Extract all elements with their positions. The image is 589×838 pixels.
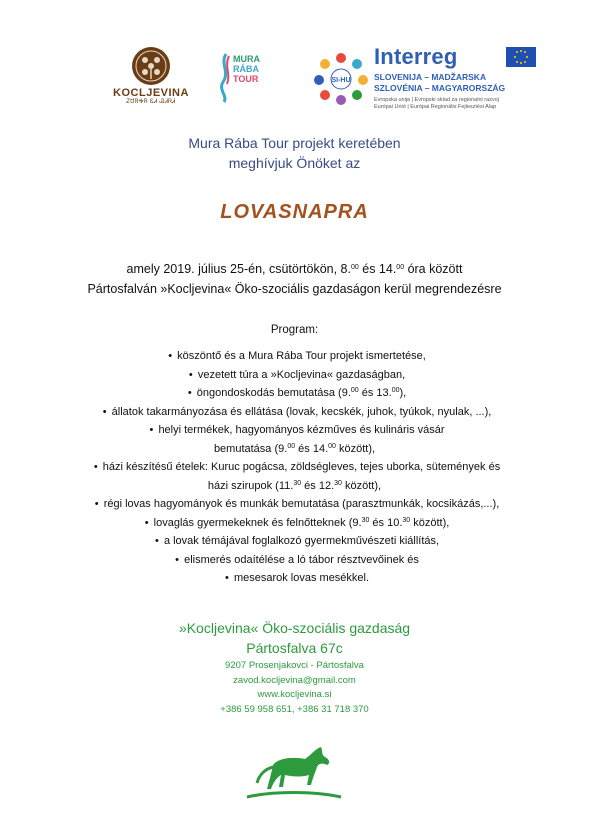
footer-org: »Kocljevina« Öko-szociális gazdaság xyxy=(178,620,411,636)
interreg-region-line2: SZLOVÉNIA – MAGYARORSZÁG xyxy=(374,83,506,93)
datetime-part: óra között xyxy=(404,262,463,276)
interreg-logo-icon xyxy=(313,50,369,106)
list-item: • régi lovas hagyományok és munkák bemutatása (parasztmunkák, kocsikázás,...), xyxy=(94,498,500,510)
mura-logo-line2: RÁBA xyxy=(233,64,259,74)
interreg-brand: Interreg xyxy=(374,44,458,69)
contact-footer xyxy=(0,618,589,717)
list-item: • állatok takarmányozása és ellátása (lovak, kecskék, juhok, tyúkok, nyulak, ...), xyxy=(102,405,492,418)
mura-raba-logo-icon xyxy=(218,52,232,104)
mura-raba-tour-logo xyxy=(218,52,276,104)
interreg-fund-line1: Evropska unija | Evropski sklad za regionalni razvoj xyxy=(374,97,499,103)
footer-email[interactable]: zavod.kocljevina@gmail.com xyxy=(233,674,356,686)
footer-phone: +386 59 958 651, +386 31 718 370 xyxy=(220,703,369,715)
kocljevina-logo-tagline: ᏃᏌᏒᎭᏒ ᏋᏗ ᏊᏗᏒᏗ xyxy=(126,99,176,105)
eu-flag-icon xyxy=(506,47,536,67)
event-datetime xyxy=(0,259,589,279)
event-title: LOVASNAPRA xyxy=(220,201,369,223)
interreg-region-line1: SLOVENIJA – MADŽARSKA xyxy=(374,72,487,82)
program-list xyxy=(0,347,589,588)
datetime-sup: 00 xyxy=(350,264,359,271)
datetime-sup: 00 xyxy=(396,264,405,271)
footer-address: Pártosfalva 67c xyxy=(246,640,343,656)
footer-website[interactable]: www.kocljevina.si xyxy=(257,689,332,700)
intro-line2: meghívjuk Önöket az xyxy=(228,155,361,171)
list-item: • lovaglás gyermekeknek és felnőtteknek (9.30 és 10.30 között), xyxy=(144,516,450,529)
event-details xyxy=(0,259,589,299)
datetime-part: amely 2019. július 25-én, csütörtökön, 8. xyxy=(126,262,351,276)
kocljevina-logo xyxy=(112,46,190,108)
program-label: Program: xyxy=(270,324,319,336)
intro-text xyxy=(0,133,589,173)
mura-logo-line1: MURA xyxy=(233,54,260,64)
event-location: Pártosfalván »Kocljevina« Öko-szociális gazdaságon kerül megrendezésre xyxy=(87,282,502,296)
datetime-part: és 14. xyxy=(358,262,397,276)
list-item: • köszöntő és a Mura Rába Tour projekt ismertetése, xyxy=(168,350,426,362)
list-item: • öngondoskodás bemutatása (9.00 és 13.00), xyxy=(187,387,407,399)
interreg-logo xyxy=(313,44,538,122)
kocljevina-logo-icon xyxy=(131,46,171,86)
list-item: • a lovak témájával foglalkozó gyermekművészeti kiállítás, xyxy=(155,535,440,547)
list-item: • vezetett túra a »Kocljevina« gazdaságban, xyxy=(188,368,406,381)
list-item: • mesesarok lovas mesékkel. xyxy=(225,572,370,584)
list-item: • elismerés odaítélése a ló tábor résztvevőinek és xyxy=(175,553,419,566)
footer-city: 9207 Prosenjakovci - Pártosfalva xyxy=(225,660,364,671)
horse-icon xyxy=(243,745,345,803)
interreg-badge-text: SI-HU xyxy=(331,77,351,84)
kocljevina-logo-name: KOCLJEVINA xyxy=(113,87,189,99)
interreg-fund-line2: Európai Unió | Európai Regionális Fejlesztési Alap xyxy=(374,104,497,110)
intro-line1: Mura Rába Tour projekt keretében xyxy=(188,135,401,151)
list-item: • helyi termékek, hagyományos kézműves és kulináris vásár bemutatása (9.00 és 14.00 között), xyxy=(149,424,445,455)
mura-logo-line3: TOUR xyxy=(233,74,259,84)
list-item: • házi készítésű ételek: Kuruc pogácsa, zöldségleves, tejes uborka, sütemények és házi szirupok (11.30 és 12.30 között), xyxy=(93,461,501,492)
